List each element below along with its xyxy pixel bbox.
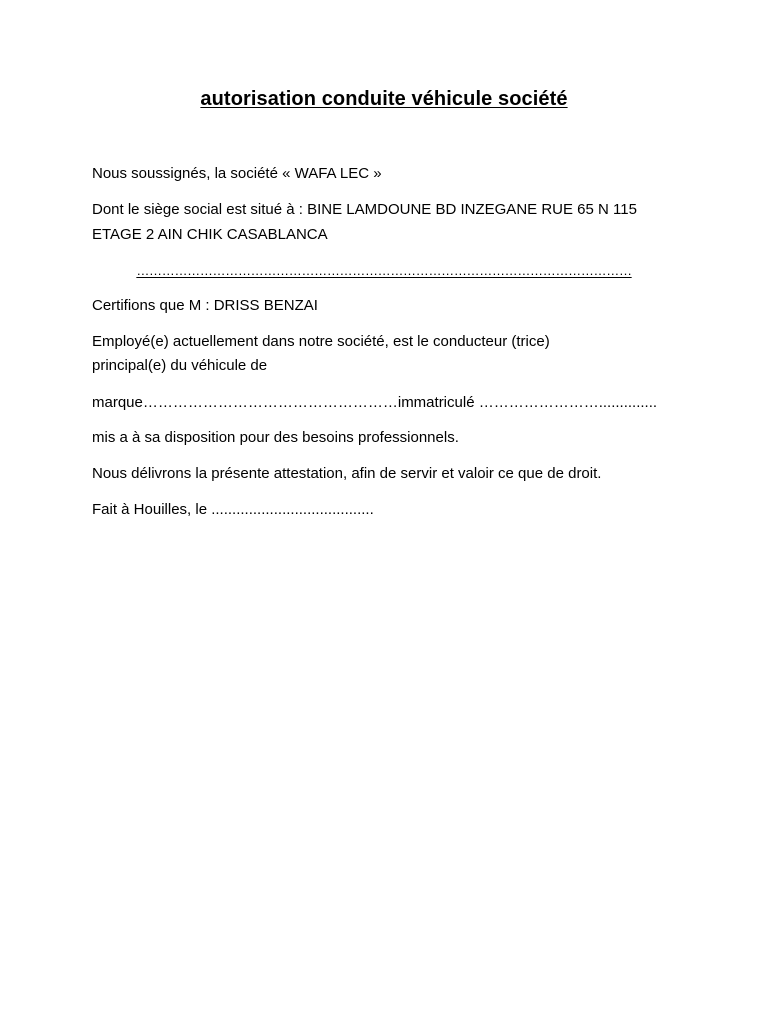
vehicle-line: marque……………………………………………immatriculé …………………….............. [92, 394, 658, 411]
place-date-line: Fait à Houilles, le ....................................... [92, 501, 374, 518]
document-title: autorisation conduite véhicule société [200, 88, 568, 110]
employee-line-2: principal(e) du véhicule de [92, 357, 268, 374]
attestation-line: Nous délivrons la présente attestation, afin de servir et valoir ce que de droit. [92, 465, 602, 482]
address-line-2: ETAGE 2 AIN CHIK CASABLANCA [92, 226, 328, 243]
purpose-line: mis a à sa disposition pour des besoins professionnels. [92, 429, 459, 446]
certify-line: Certifions que M : DRISS BENZAI [92, 297, 318, 314]
employee-line-1: Employé(e) actuellement dans notre société, est le conducteur (trice) [92, 333, 550, 350]
company-line: Nous soussignés, la société « WAFA LEC » [92, 165, 382, 182]
address-line-1: Dont le siège social est situé à : BINE LAMDOUNE BD INZEGANE RUE 65 N 115 [92, 201, 637, 218]
dotted-separator: ……………………………………………………………………………………………………… [136, 263, 632, 278]
